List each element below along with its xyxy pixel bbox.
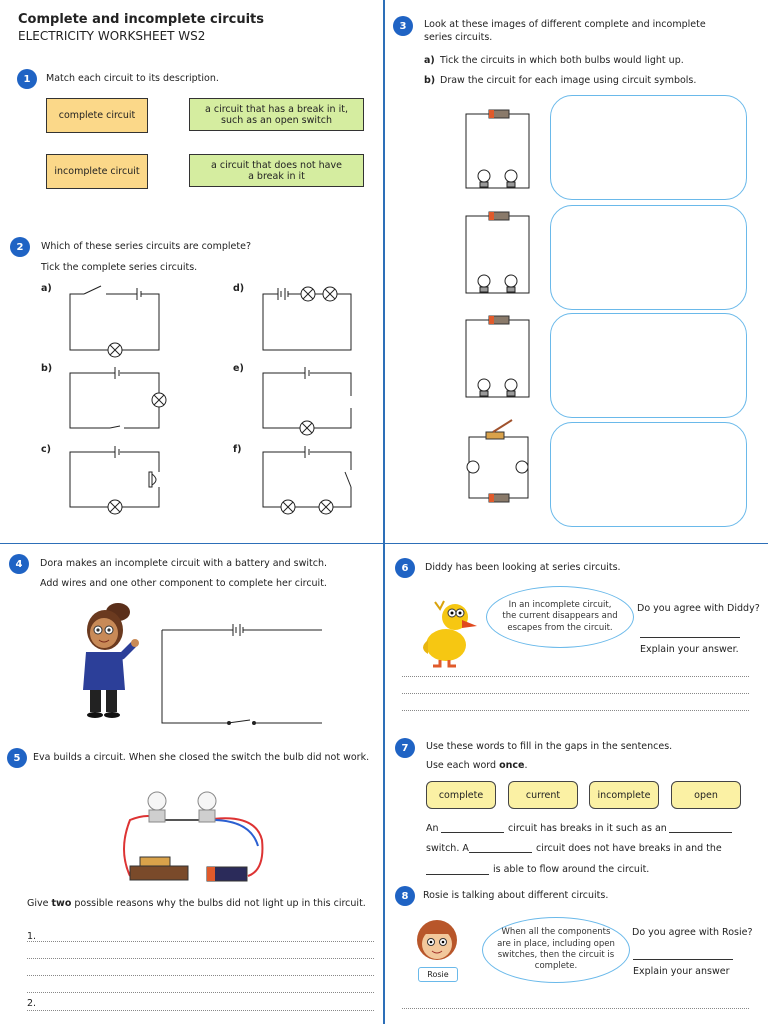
question-5-prompt: Give two possible reasons why the bulbs did not light up in this circuit. [27, 898, 366, 909]
answer-1-label: 1. [27, 931, 37, 942]
sentence-1-start: An [426, 823, 439, 834]
question-7-text: Use these words to fill in the gaps in the sentences. [426, 741, 673, 752]
question-2-number: 2 [10, 237, 30, 257]
answer-2-label: 2. [27, 998, 37, 1009]
question-4-instruction: Add wires and one other component to complete her circuit. [40, 578, 327, 589]
diddy-explain-prompt: Explain your answer. [640, 644, 739, 655]
question-8-text: Rosie is talking about different circuits. [423, 890, 609, 901]
rosie-explain-prompt: Explain your answer [633, 966, 730, 977]
diddy-agree-question: Do you agree with Diddy? [637, 603, 760, 614]
word-current[interactable]: current [508, 781, 578, 809]
match-right-break[interactable]: a circuit that has a break in it, such as an open switch [189, 98, 364, 131]
question-7-instruction: Use each word once. [426, 760, 528, 771]
word-incomplete[interactable]: incomplete [589, 781, 659, 809]
question-5-number: 5 [7, 748, 27, 768]
circuit-f-label: f) [233, 444, 242, 455]
sentence-3: is able to flow around the circuit. [493, 864, 650, 875]
question-6-number: 6 [395, 558, 415, 578]
circuit-c-label: c) [41, 444, 51, 455]
sentence-2-middle: circuit does not have breaks in and the [536, 843, 722, 854]
question-3-number: 3 [393, 16, 413, 36]
match-left-complete[interactable]: complete circuit [46, 98, 148, 133]
question-3b-text: Draw the circuit for each image using circuit symbols. [440, 75, 697, 86]
question-4-number: 4 [9, 554, 29, 574]
question-6-text: Diddy has been looking at series circuits. [425, 562, 621, 573]
page-subtitle: ELECTRICITY WORKSHEET WS2 [18, 29, 206, 43]
question-2-instruction: Tick the complete series circuits. [41, 262, 198, 273]
match-left-incomplete[interactable]: incomplete circuit [46, 154, 148, 189]
circuit-a-label: a) [41, 283, 52, 294]
question-3b-label: b) [424, 75, 436, 86]
question-4-text: Dora makes an incomplete circuit with a battery and switch. [40, 558, 327, 569]
sentence-2-start: switch. A [426, 843, 469, 854]
sentence-1-middle: circuit has breaks in it such as an [508, 823, 667, 834]
question-8-number: 8 [395, 886, 415, 906]
q8-answer-line-1[interactable] [402, 1008, 749, 1009]
match-right-no-break[interactable]: a circuit that does not have a break in it [189, 154, 364, 187]
question-1-number: 1 [17, 69, 37, 89]
question-1-text: Match each circuit to its description. [46, 73, 219, 84]
rosie-agree-question: Do you agree with Rosie? [632, 927, 753, 938]
circuit-b-label: b) [41, 363, 53, 374]
question-3-text: Look at these images of different complete and incomplete series circuits. [424, 19, 706, 43]
question-3a-text: Tick the circuits in which both bulbs would light up. [440, 55, 684, 66]
page-title: Complete and incomplete circuits [18, 12, 264, 27]
question-2-text: Which of these series circuits are complete? [41, 241, 251, 252]
rosie-face [417, 920, 457, 960]
question-5-text: Eva builds a circuit. When she closed the switch the bulb did not work. [33, 752, 370, 763]
word-complete[interactable]: complete [426, 781, 496, 809]
circuit-e-label: e) [233, 363, 244, 374]
diddy-speech-bubble: In an incomplete circuit, the current disappears and escapes from the circuit. [486, 586, 634, 648]
circuit-d-label: d) [233, 283, 245, 294]
rosie-speech-bubble: When all the components are in place, including open switches, then the circuit is complete. [482, 917, 630, 983]
rosie-name-tag: Rosie [418, 967, 458, 982]
word-open[interactable]: open [671, 781, 741, 809]
rosie-agree-answer-line[interactable] [633, 959, 733, 960]
question-3a-label: a) [424, 55, 435, 66]
question-7-number: 7 [395, 738, 415, 758]
